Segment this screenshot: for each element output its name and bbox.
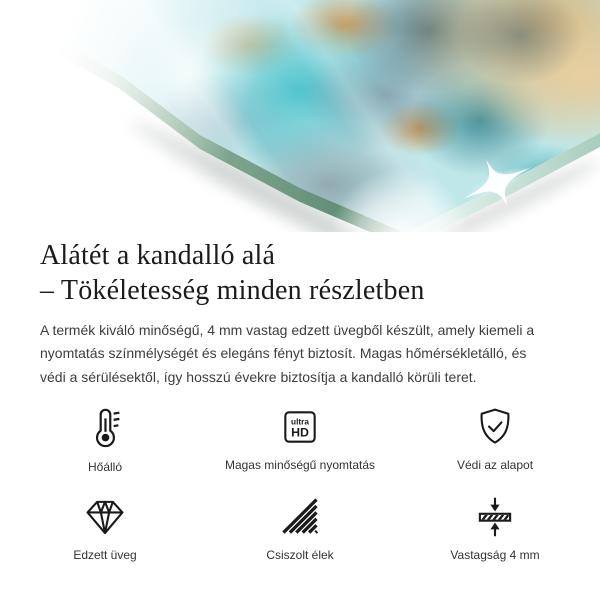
ultra-hd-icon (278, 405, 322, 449)
page-title (40, 238, 600, 308)
feature-item-tempered-glass (15, 495, 195, 563)
feature-item-protects-base (405, 405, 585, 475)
thermometer-icon (82, 405, 128, 451)
sparkle-icon (447, 143, 547, 223)
shield-check-icon (473, 405, 517, 449)
product-description: A termék kiváló minőségű, 4 mm vastag edzett üvegből készült, amely kiemeli a nyomtatás színmélységét és elegáns fényt biztosít. Magas hőmérsékletálló, és védi a sérülésektől, így hosszú évekre biztosítja a kandalló körüli teret. (40, 322, 535, 385)
feature-label: Edzett üveg (73, 548, 137, 563)
ultra-hd-icon-text-bottom: HD (291, 425, 309, 440)
feature-label: Magas minőségű nyomtatás (224, 458, 376, 473)
ultra-hd-icon-text-top: ultra (291, 417, 309, 427)
feature-label: Hőálló (87, 460, 123, 475)
page-title-line-1: Alátét a kandalló alá (40, 240, 276, 271)
feature-item-thickness-4mm (405, 495, 585, 563)
feature-item-ultra-hd-print (210, 405, 390, 475)
diamond-icon (83, 495, 127, 539)
feature-item-heat-resistant (15, 405, 195, 475)
feature-label: Vastagság 4 mm (450, 548, 540, 563)
feature-label: Védi az alapot (456, 458, 534, 473)
feature-label: Csiszolt élek (266, 548, 334, 563)
thickness-icon (473, 495, 517, 539)
features-grid (8, 405, 593, 563)
page-title-line-2: – Tökéletesség minden részletben (40, 275, 425, 306)
feature-item-polished-edges (210, 495, 390, 563)
polished-edges-icon (278, 495, 322, 539)
product-hero-image (0, 0, 600, 232)
